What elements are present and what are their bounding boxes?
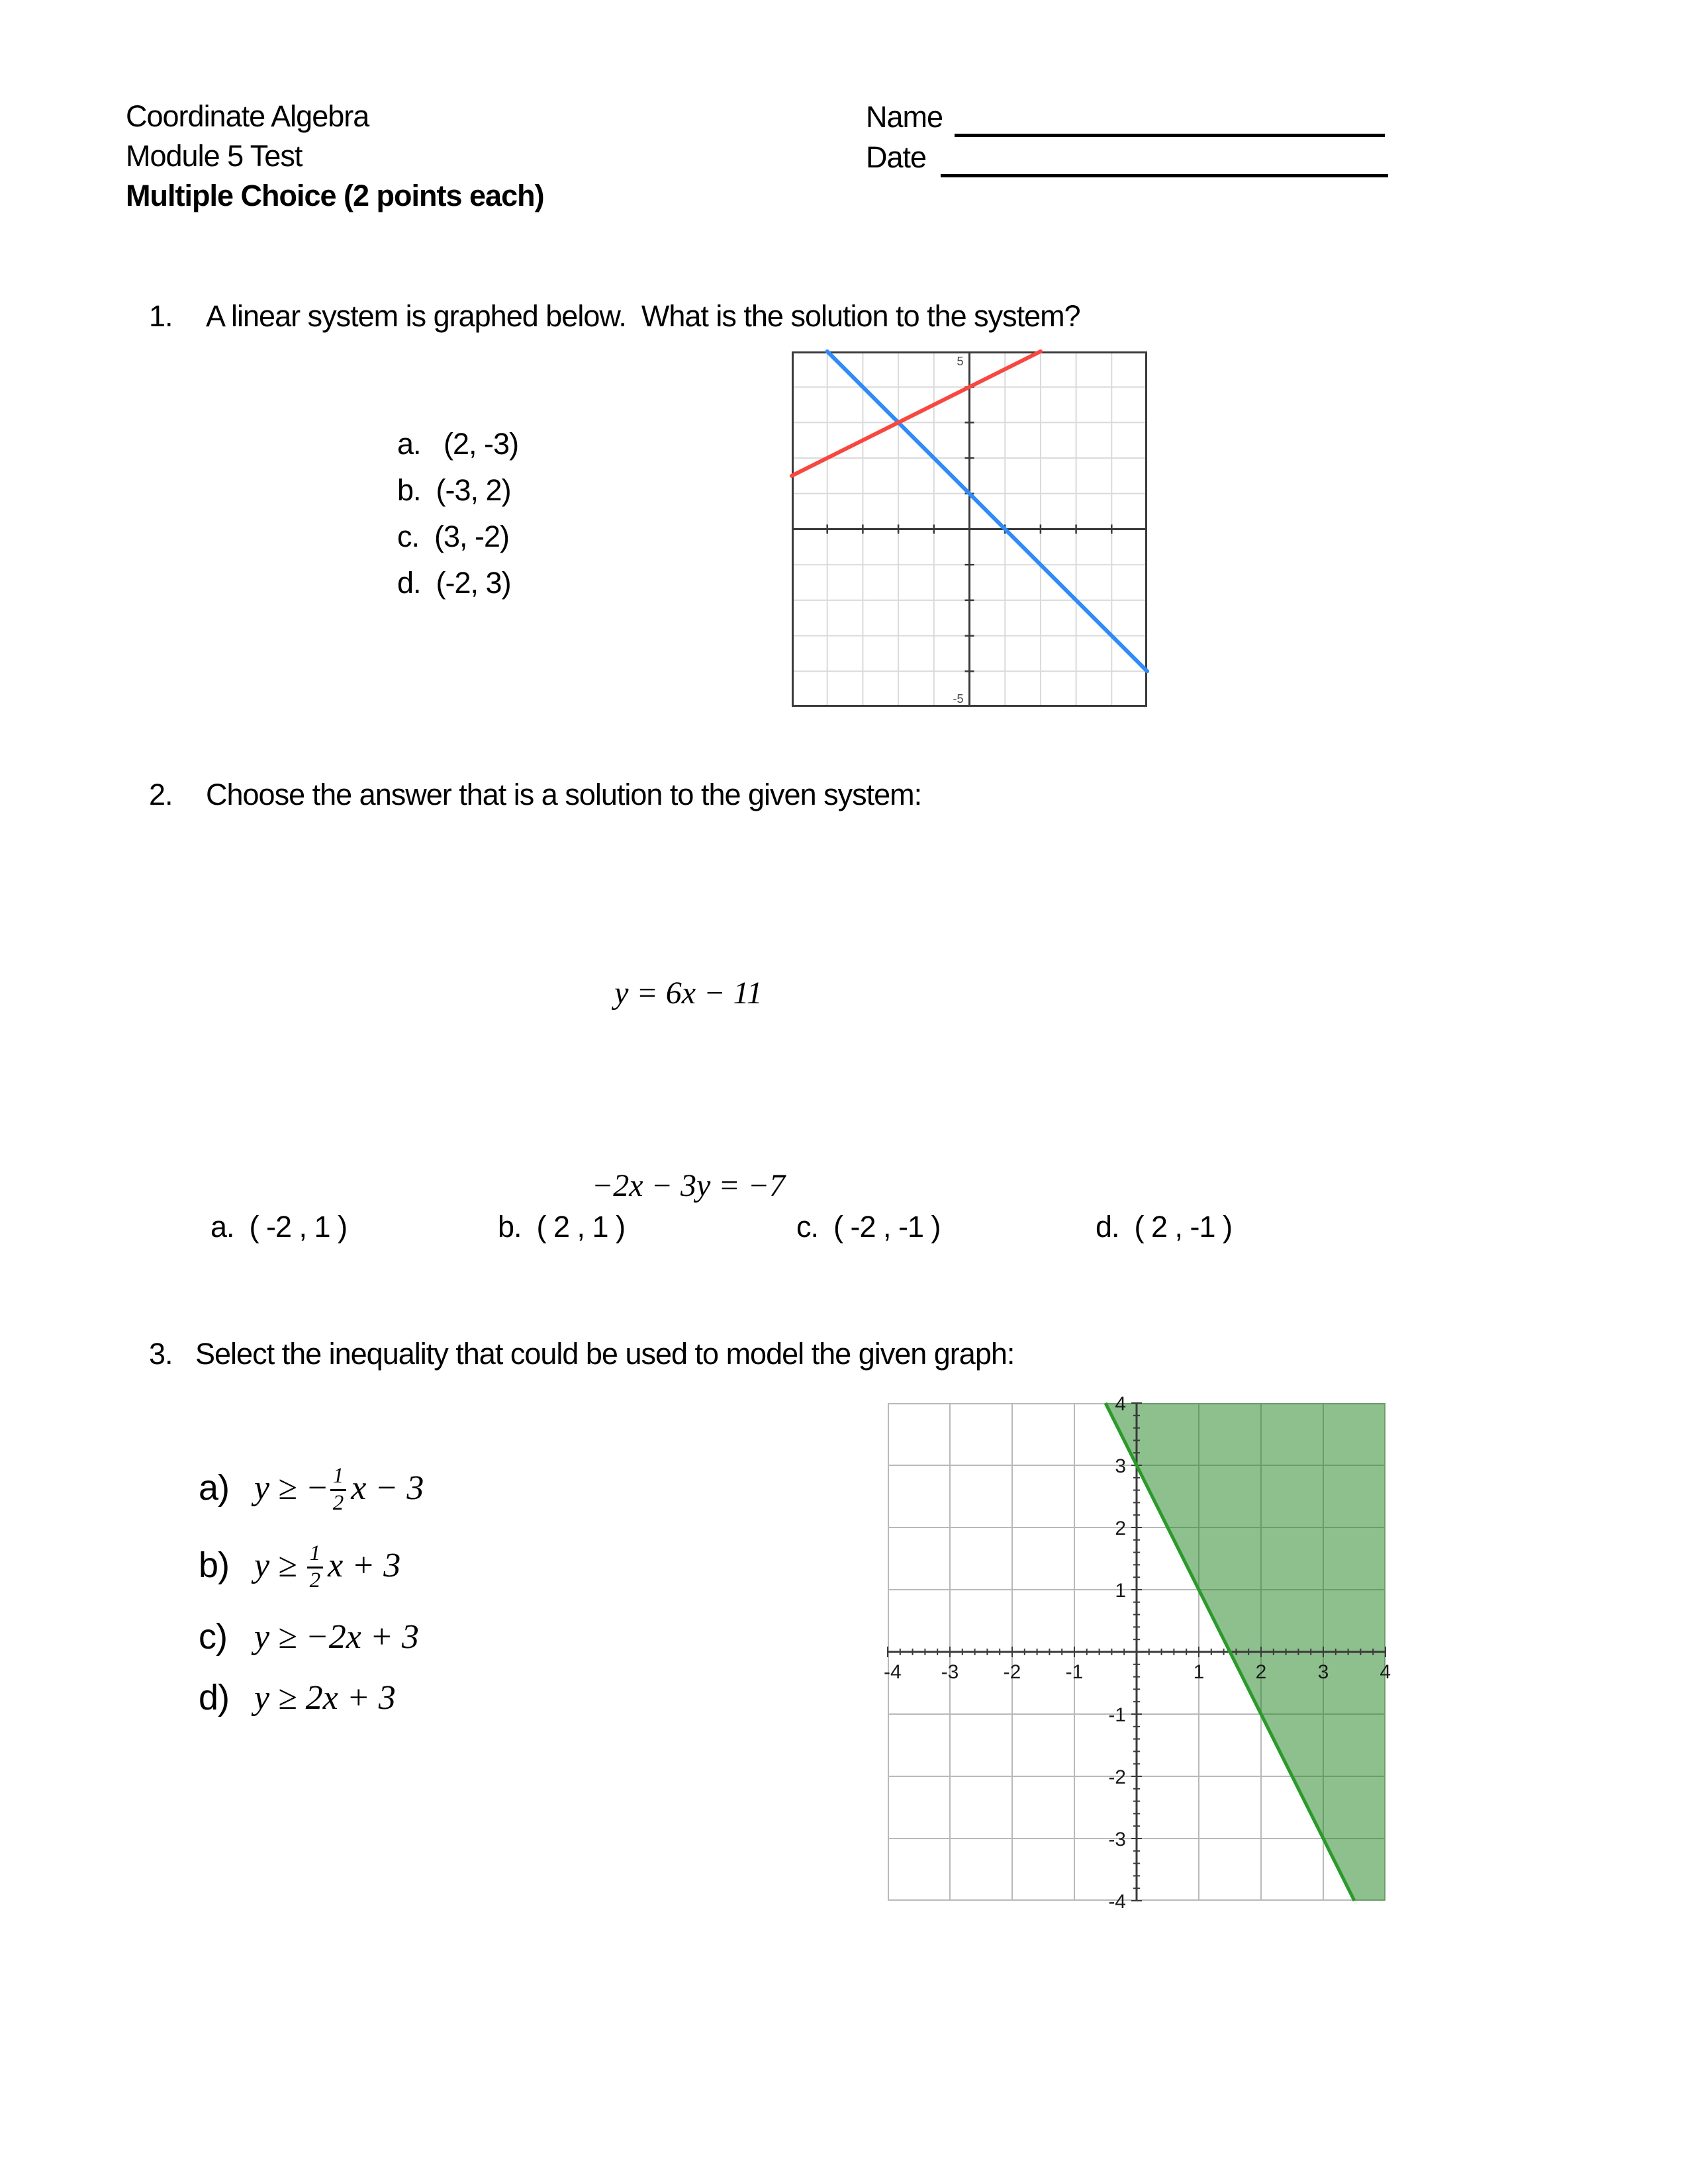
q2-choice-c: c. ( -2 , -1 ) <box>796 1210 941 1244</box>
fraction-one-half <box>330 1465 347 1515</box>
y-tick-label: -1 <box>1108 1704 1126 1726</box>
section-title: Multiple Choice (2 points each) <box>126 179 544 212</box>
q2-system-equations <box>510 833 867 1346</box>
q3-option-a-lead: y ≥ − <box>254 1469 329 1507</box>
course-title: Coordinate Algebra <box>126 99 369 133</box>
q2-equation-2: −2x − 3y = −7 <box>591 1168 786 1203</box>
y-tick-label: 3 <box>1115 1455 1126 1477</box>
date-row <box>866 137 1388 177</box>
q1-choices <box>397 427 518 612</box>
x-tick-label: 1 <box>1193 1661 1205 1683</box>
q1-choice-a: a. (2, -3) <box>397 427 519 461</box>
q1-choice-d: d. (-2, 3) <box>397 566 511 600</box>
q2-equation-1: y = 6x − 11 <box>614 976 763 1011</box>
x-tick-label: -1 <box>1065 1661 1084 1683</box>
fraction-numerator: 1 <box>307 1542 324 1569</box>
q3-option-a <box>199 1451 424 1524</box>
q2-choice-b: b. ( 2 , 1 ) <box>498 1210 626 1244</box>
y-tick-label: 1 <box>1115 1580 1126 1602</box>
name-blank-line <box>955 101 1385 137</box>
x-tick-label: -4 <box>884 1661 902 1683</box>
q1-linear-system-graph <box>792 351 1147 707</box>
question-1-number: 1. <box>149 299 173 333</box>
x-tick-label: 2 <box>1255 1661 1267 1683</box>
q3-option-c-math: y ≥ −2x + 3 <box>254 1617 419 1656</box>
q3-option-c <box>199 1616 419 1657</box>
q3-option-c-label: c) <box>199 1617 227 1657</box>
name-label: Name <box>866 100 943 134</box>
date-blank-line <box>941 141 1388 177</box>
q2-choice-d: d. ( 2 , -1 ) <box>1096 1210 1233 1244</box>
x-tick-label: 4 <box>1380 1661 1391 1683</box>
q3-option-a-tail: x − 3 <box>351 1469 424 1507</box>
fraction-one-half <box>307 1542 324 1592</box>
x-tick-label: -3 <box>941 1661 959 1683</box>
fraction-denominator: 2 <box>332 1490 344 1515</box>
header <box>126 97 544 216</box>
q3-option-b-label: b) <box>199 1545 230 1585</box>
question-2 <box>149 778 921 812</box>
q1-choice-b: b. (-3, 2) <box>397 473 511 507</box>
x-tick-label: -2 <box>1003 1661 1021 1683</box>
question-3 <box>149 1337 1014 1371</box>
q3-option-b-math <box>254 1540 400 1590</box>
question-2-text: Choose the answer that is a solution to the given system: <box>206 778 922 811</box>
name-row <box>866 97 1388 137</box>
q1-choice-c: c. (3, -2) <box>397 520 510 553</box>
q3-option-b <box>199 1529 400 1602</box>
y-tick-label: 2 <box>1115 1518 1126 1539</box>
question-3-text: Select the inequality that could be used to model the given graph: <box>195 1337 1015 1371</box>
q3-inequality-graph <box>884 1393 1391 1913</box>
y-max-label: 5 <box>957 355 964 368</box>
date-label: Date <box>866 140 927 174</box>
question-1-text: A linear system is graphed below. What is the solution to the system? <box>206 299 1080 333</box>
name-date-block <box>866 97 1388 177</box>
y-tick-label: 4 <box>1115 1393 1126 1415</box>
test-title: Module 5 Test <box>126 139 303 173</box>
q3-option-d <box>199 1677 396 1718</box>
y-tick-label: -3 <box>1108 1829 1126 1850</box>
q3-option-b-tail: x + 3 <box>328 1546 401 1584</box>
y-tick-label: -4 <box>1108 1891 1126 1913</box>
fraction-denominator: 2 <box>309 1568 321 1592</box>
q3-option-d-label: d) <box>199 1678 230 1717</box>
fraction-numerator: 1 <box>330 1465 347 1491</box>
q3-option-a-math <box>254 1463 424 1513</box>
question-2-number: 2. <box>149 778 173 811</box>
question-1 <box>149 299 1080 334</box>
y-tick-label: -2 <box>1108 1766 1126 1788</box>
q3-option-a-label: a) <box>199 1468 230 1508</box>
y-min-label: -5 <box>953 692 964 705</box>
x-tick-label: 3 <box>1317 1661 1329 1683</box>
question-3-number: 3. <box>149 1337 173 1371</box>
q3-option-d-math: y ≥ 2x + 3 <box>254 1678 396 1717</box>
q2-choice-a: a. ( -2 , 1 ) <box>211 1210 348 1244</box>
q3-option-b-lead: y ≥ <box>254 1546 306 1584</box>
